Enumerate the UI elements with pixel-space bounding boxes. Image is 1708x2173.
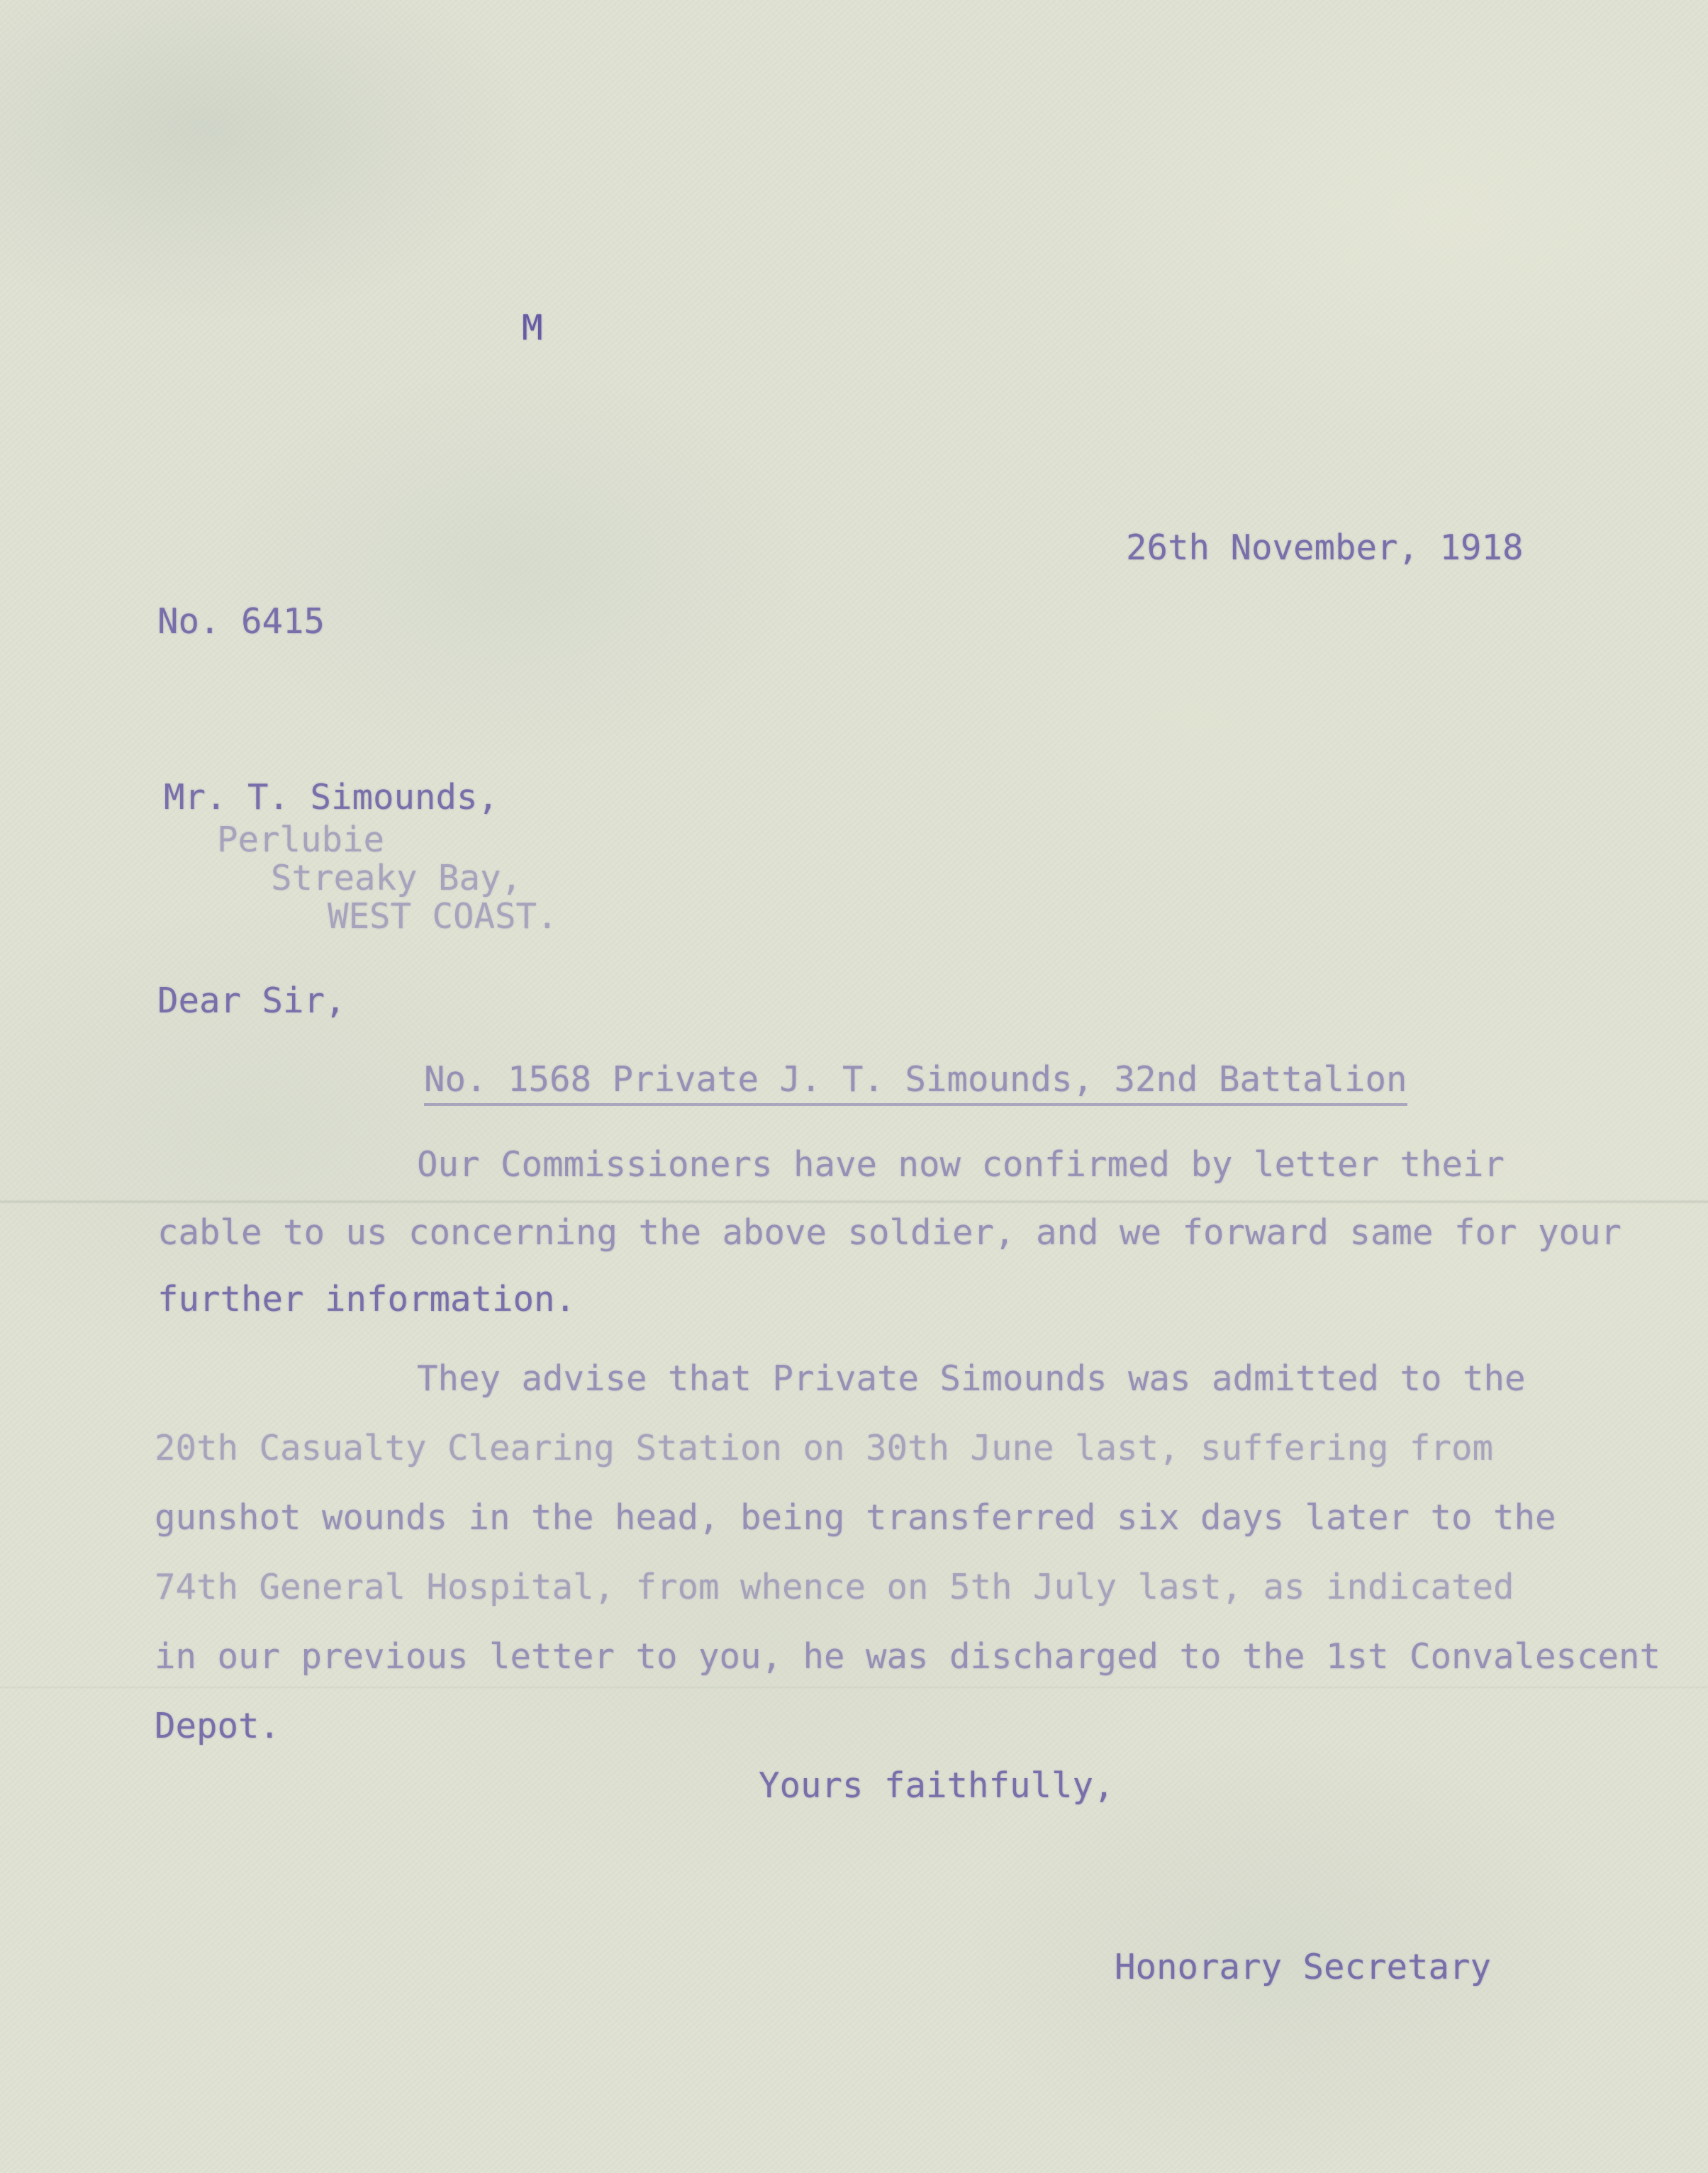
recipient-locality: Perlubie bbox=[217, 820, 385, 860]
recipient-town: Streaky Bay, bbox=[271, 858, 523, 898]
body-line: gunshot wounds in the head, being transferred six days later to the bbox=[155, 1497, 1556, 1538]
body-line: Our Commissioners have now confirmed by letter their bbox=[417, 1144, 1505, 1185]
signature-title: Honorary Secretary bbox=[1115, 1947, 1492, 1987]
body-line: cable to us concerning the above soldier, and we forward same for your bbox=[157, 1212, 1622, 1253]
paper-fold-crease bbox=[0, 1200, 1708, 1204]
paper-fold-crease bbox=[0, 1686, 1708, 1689]
recipient-name: Mr. T. Simounds, bbox=[164, 777, 499, 817]
reference-mark: M bbox=[522, 308, 543, 348]
closing-valediction: Yours faithfully, bbox=[759, 1765, 1115, 1806]
subject-line: No. 1568 Private J. T. Simounds, 32nd Battalion bbox=[424, 1061, 1407, 1106]
body-line: Depot. bbox=[155, 1706, 281, 1746]
body-line: 74th General Hospital, from whence on 5th July last, as indicated bbox=[155, 1567, 1514, 1607]
body-line: They advise that Private Simounds was admitted to the bbox=[417, 1358, 1526, 1399]
recipient-region: WEST COAST. bbox=[328, 896, 558, 937]
file-number: No. 6415 bbox=[157, 601, 325, 642]
salutation: Dear Sir, bbox=[157, 981, 346, 1021]
body-line: 20th Casualty Clearing Station on 30th June last, suffering from bbox=[155, 1428, 1494, 1468]
letter-date: 26th November, 1918 bbox=[1126, 527, 1524, 568]
body-line: further information. bbox=[157, 1279, 576, 1319]
body-line: in our previous letter to you, he was discharged to the 1st Convalescent bbox=[155, 1636, 1661, 1677]
